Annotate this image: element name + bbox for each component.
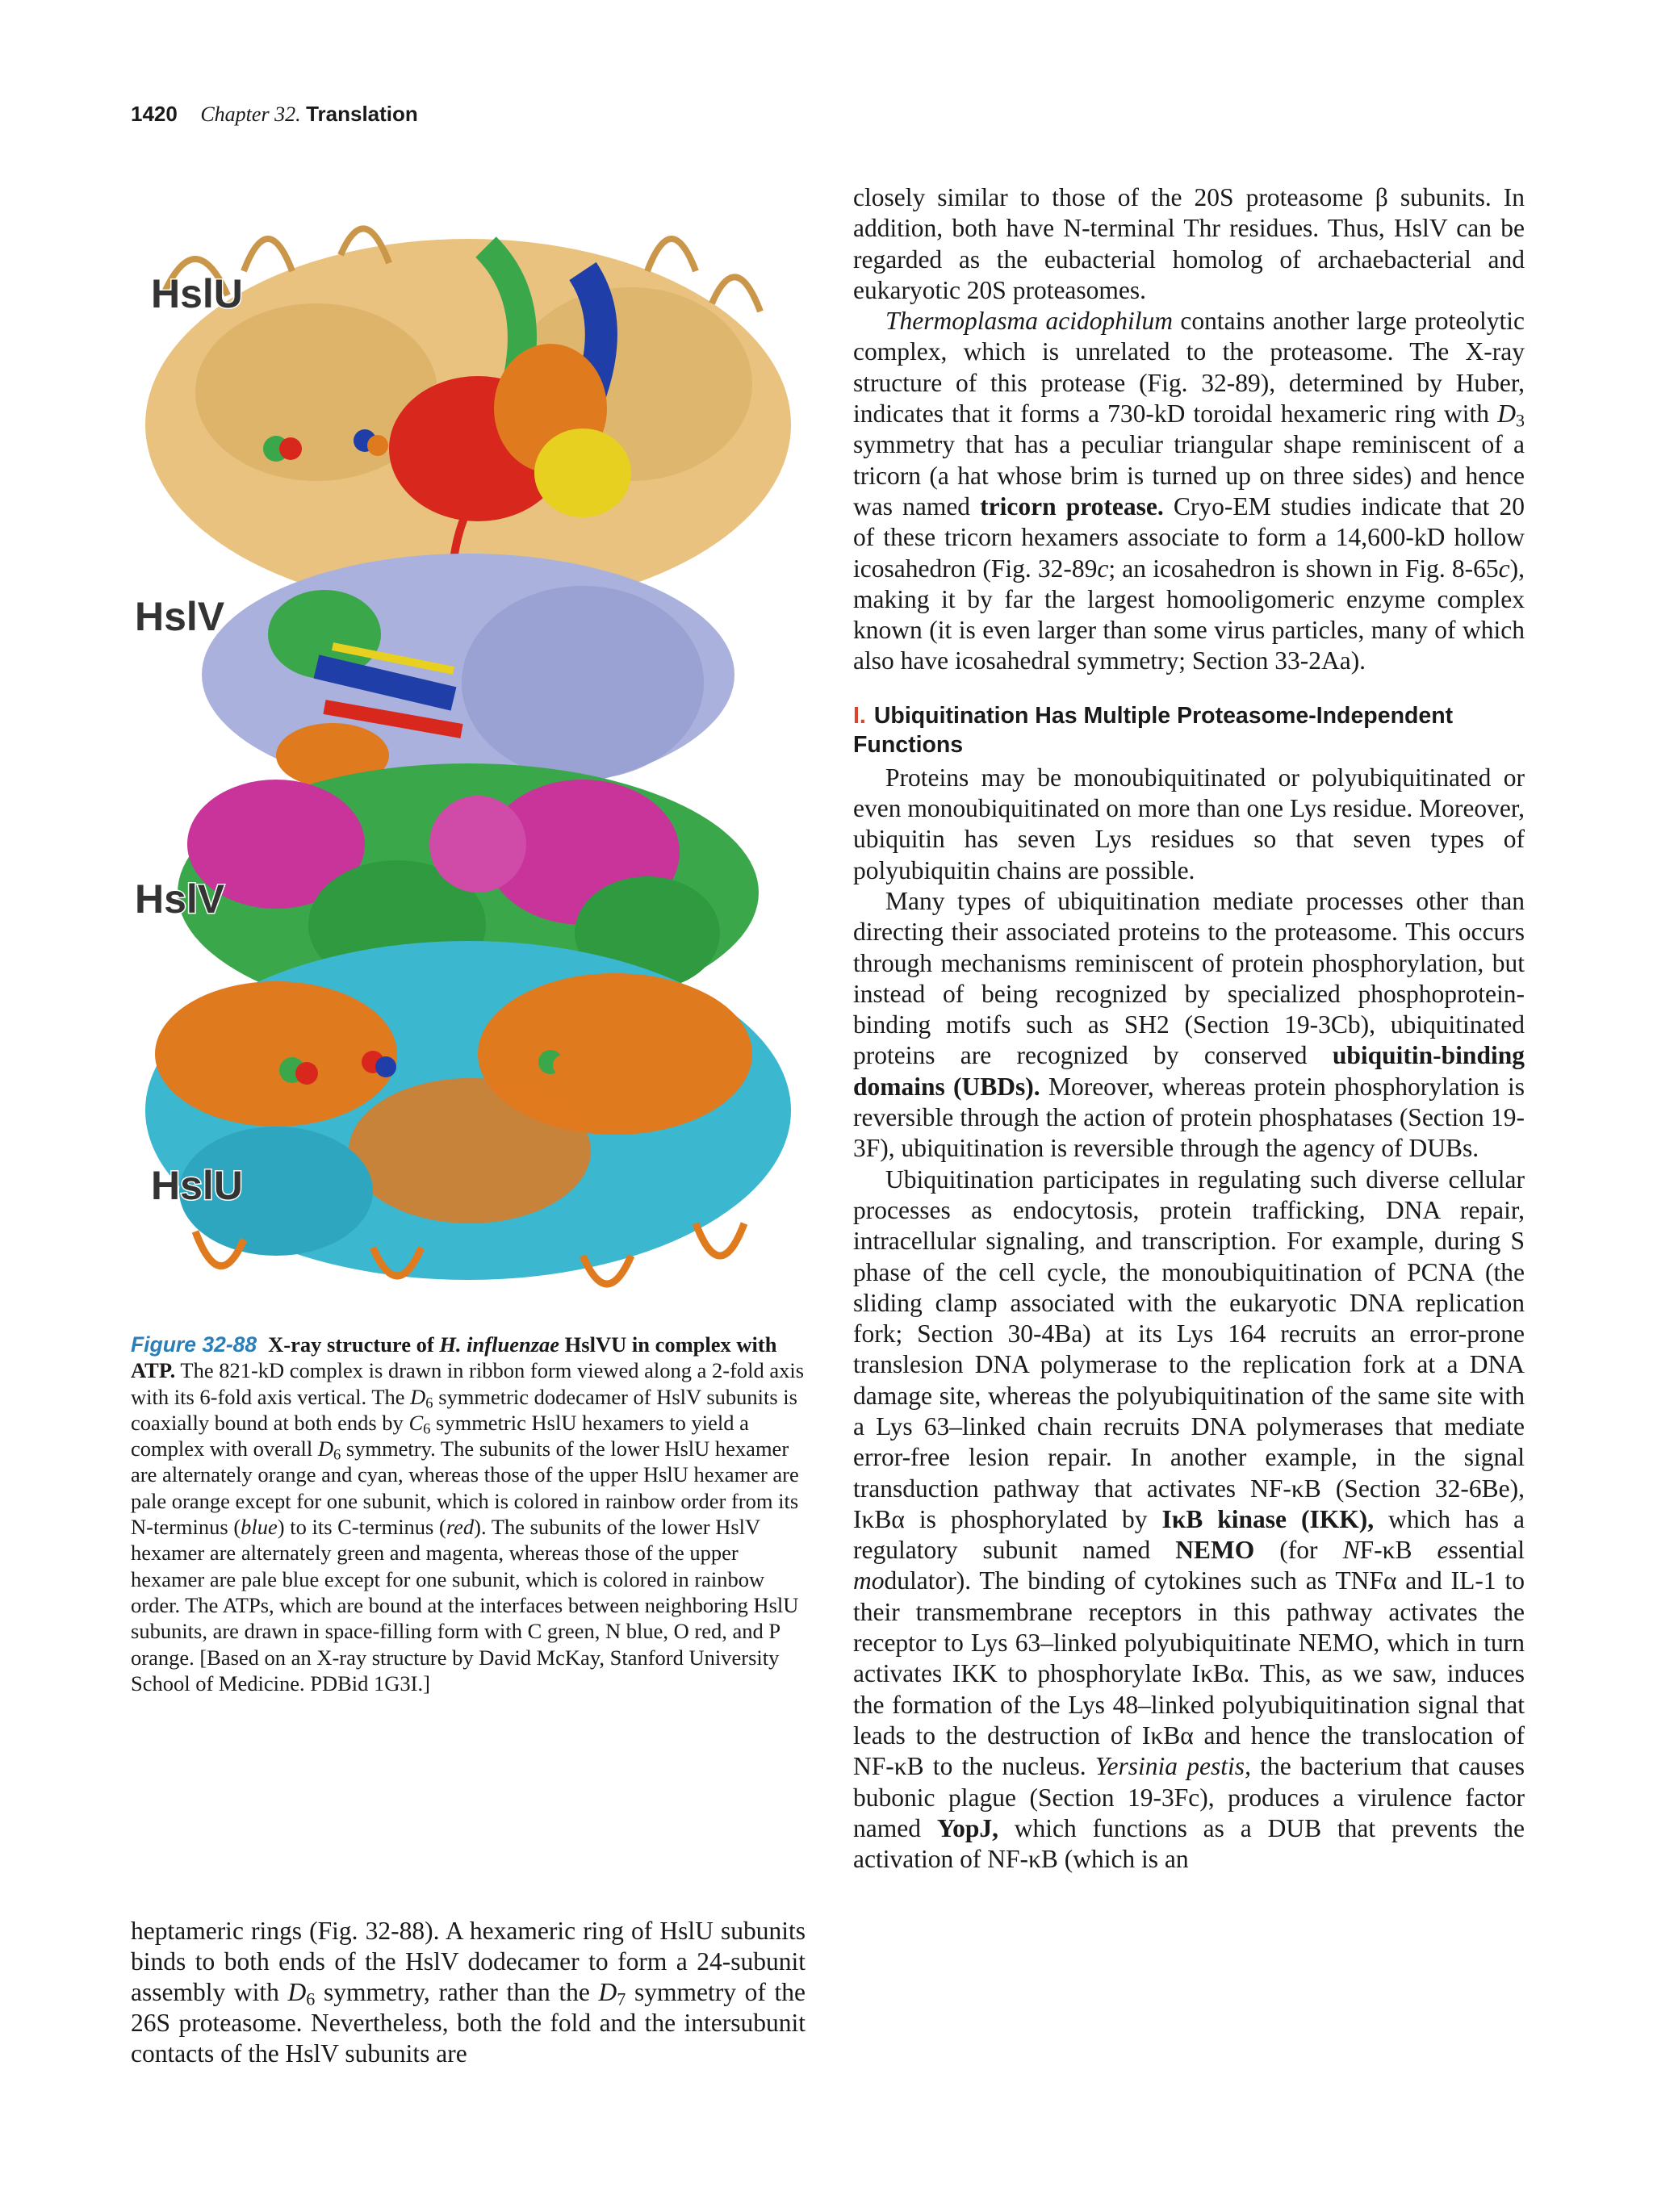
left-body-paragraph: heptameric rings (Fig. 32-88). A hexameric ring of HslU subunits binds to both ends of the HslV dodecamer to form a 24-subunit assembly with $D_6$ symmetry, rather than the $D_7$ symmetry of the 26S proteasome. Nevertheless, both the fold and the intersubunit contacts of the HslV subunits are [131,1917,806,2068]
label-bottom-hslu: HslU [151,1163,243,1208]
upper-hslv-ring [202,554,734,796]
lower-hslu-ring [145,941,791,1284]
label-lower-hslv: HslV [135,876,225,922]
section-heading [853,701,1525,759]
label-top-hslu: HslU [151,271,243,316]
section-letter: I. [853,702,866,729]
hslvu-ribbon-illustration [131,182,806,1320]
hslvu-structure-figure [131,182,806,1320]
paragraph-tricorn-protease: Thermoplasma acidophilum contains another large proteolytic complex, which is unrelated to the proteasome. The X-ray structure of this protease (Fig. 32-89), determined by Huber, indicates that it forms a 730-kD toroidal hexameric ring with $D_3$ symmetry that has a peculiar triangular shape reminiscent of a tricorn (a hat whose brim is turned up on three sides) and hence was named tricorn protease. Cryo-EM studies indicate that 20 of these tricorn hexamers associate to form a 14,600-kD hollow icosahedron (Fig. 32-89c; an icosahedron is shown in Fig. 8-65c), making it by far the largest homooligomeric enzyme complex known (it is even larger than some virus particles, many of which also have icosahedral symmetry; Section 33-2Aa). [853,307,1525,675]
running-header [131,102,418,127]
label-upper-hslv: HslV [135,594,225,639]
section-title: Ubiquitination Has Multiple Proteasome-Independent Functions [853,702,1454,758]
right-column [853,182,1525,1875]
section-label: Translation [306,102,418,126]
paragraph-ubiquitination-processes: Ubiquitination participates in regulating such diverse cellular processes as endocytosis, protein trafficking, DNA repair, intracellular signaling, and transcription. For example, during S phase of the cell cycle, the monoubiquitination of PCNA (the sliding clamp associated with the eukaryotic DNA replication fork; Section 30-4Ba) at its Lys 164 recruits an error-prone translesion DNA polymerase to the replication fork at a DNA damage site, whereas the polyubiquitination of the same site with a Lys 63–linked chain recruits DNA polymerases that mediate error-free lesion repair. In another example, in the signal transduction pathway that activates NF-κB (Section 32-6Be), IκBα is phosphorylated by IκB kinase (IKK), which has a regulatory subunit named NEMO (for NF-κB essential modulator). The binding of cytokines such as TNFα and IL-1 to their transmembrane receptors in this pathway activates the receptor to Lys 63–linked polyubiquitinate NEMO, which in turn activates IKK to phosphorylate IκBα. This, as we saw, induces the formation of the Lys 48–linked polyubiquitination signal that leads to the destruction of IκBα and hence the translocation of NF-κB to the nucleus. Yersinia pestis, the bacterium that causes bubonic plague (Section 19-3Fc), produces a virulence factor named YopJ, which functions as a DUB that prevents the activation of NF-κB (which is an [853,1165,1525,1874]
paragraph-20s-homolog: closely similar to those of the 20S proteasome β subunits. In addition, both have N-terminal Thr residues. Thus, HslV can be regarded as the eubacterial homolog of archaebacterial and eukaryotic 20S proteasomes. [853,183,1525,304]
page-number: 1420 [131,102,178,126]
caption-title: X-ray structure of H. influenzae HslVU in complex with ATP. [131,1332,777,1383]
figure-label: Figure 32-88 [131,1332,257,1357]
paragraph-ubiquitin-binding: Many types of ubiquitination mediate processes other than directing their associated proteins to the proteasome. This occurs through mechanisms reminiscent of protein phosphorylation, but instead of being recognized by specialized phosphoprotein-binding motifs such as SH2 (Section 19-3Cb), ubiquitinated proteins are recognized by conserved ubiquitin-binding domains (UBDs). Moreover, whereas protein phosphorylation is reversible through the action of protein phosphatases (Section 19-3F), ubiquitination is reversible through the agency of DUBs. [853,886,1525,1163]
paragraph-polyubiquitin-types: Proteins may be monoubiquitinated or polyubiquitinated or even monoubiquitinated on more than one Lys residue. Moreover, ubiquitin has seven Lys residues so that seven types of polyubiquitin chains are possible. [853,763,1525,884]
figure-caption: Figure 32-88 X-ray structure of H. influenzae HslVU in complex with ATP. The 821-kD complex is drawn in ribbon form viewed along a 2-fold axis with its 6-fold axis vertical. The $D_6$ symmetric dodecamer of HslV subunits is coaxially bound at both ends by $C_6$ symmetric HslU hexamers to yield a complex with overall $D_6$ symmetry. The subunits of the lower HslU hexamer are alternately orange and cyan, whereas those of the upper HslU hexamer are pale orange except for one subunit, which is colored in rainbow order from its N-terminus (blue) to its C-terminus (red). The subunits of the lower HslV hexamer are alternately green and magenta, whereas those of the upper hexamer are pale blue except for one subunit, which is colored in rainbow order. The ATPs, which are bound at the interfaces between neighboring HslU subunits, are drawn in space-filling form with C green, N blue, O red, and P orange. [Based on an X-ray structure by David McKay, Stanford University School of Medicine. PDBid 1G3I.] [131,1332,805,1696]
chapter-label: Chapter 32. [200,102,301,126]
